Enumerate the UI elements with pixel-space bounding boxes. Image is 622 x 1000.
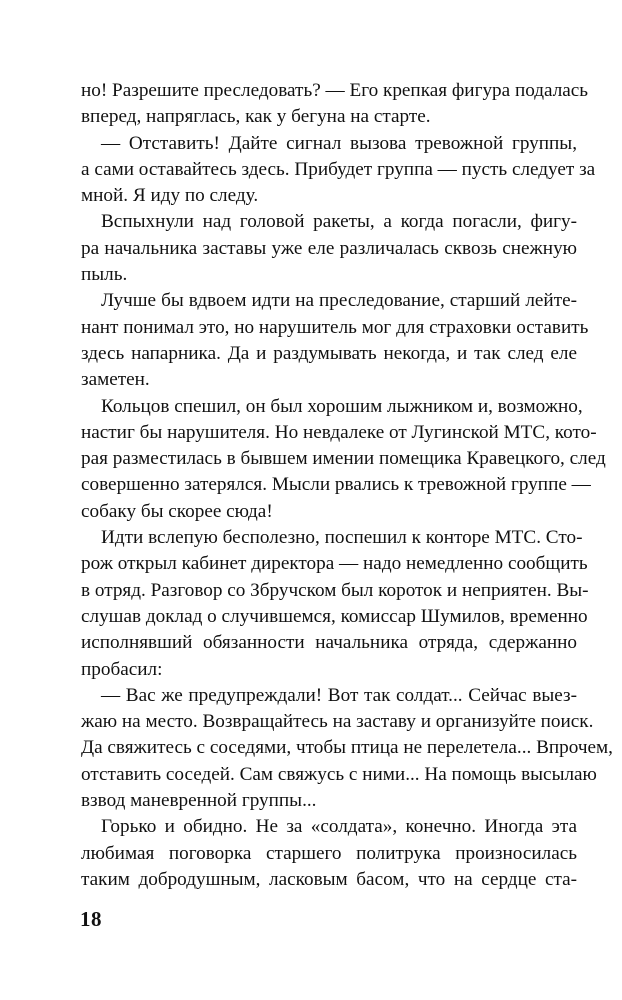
text-line: — Отставить! Дайте сигнал вызова тревожной группы, — [101, 132, 577, 154]
text-line: Вспыхнули над головой ракеты, а когда погасли, фигу- — [101, 211, 577, 233]
text-line: но! Разрешите преследовать? — Его крепкая фигура подалась — [81, 80, 589, 101]
text-line: заметен. — [81, 369, 150, 391]
text-line: жаю на место. Возвращайтесь на заставу и организуйте поиск. — [81, 711, 594, 733]
text-line: Да свяжитесь с соседями, чтобы птица не перелетела... Впрочем, — [81, 737, 613, 759]
text-line: рож открыл кабинет директора — надо немедленно сообщить — [81, 553, 588, 575]
text-line: настиг бы нарушителя. Но невдалеке от Лугинской МТС, кото- — [81, 421, 597, 443]
text-line: мной. Я иду по следу. — [81, 185, 259, 207]
text-line: собаку бы скорее сюда! — [81, 500, 273, 522]
text-line: Лучше бы вдвоем идти на преследование, старший лейте- — [101, 290, 577, 312]
text-line: Горько и обидно. Не за «солдата», конечно. Иногда эта — [101, 816, 577, 838]
text-line: нант понимал это, но нарушитель мог для страховки оставить — [81, 316, 589, 338]
text-line: вперед, напряглась, как у бегуна на старте. — [81, 106, 431, 128]
text-line: здесь напарника. Да и раздумывать некогда, и так след еле — [81, 342, 577, 364]
text-line: совершенно затерялся. Мысли рвались к тревожной группе — — [81, 474, 591, 496]
text-line: а сами оставайтесь здесь. Прибудет группа — пусть следует за — [81, 158, 596, 180]
text-line: таким добродушным, ласковым басом, что на сердце ста- — [81, 868, 577, 890]
body-text — [81, 78, 613, 893]
text-line: взвод маневренной группы... — [81, 790, 317, 812]
page-number: 18 — [80, 907, 102, 931]
text-line: Кольцов спешил, он был хорошим лыжником и, возможно, — [101, 395, 583, 417]
text-line: — Вас же предупреждали! Вот так солдат... Сейчас выез- — [101, 684, 577, 706]
text-line: пробасил: — [81, 658, 163, 680]
text-line: исполнявший обязанности начальника отряда, сдержанно — [81, 632, 577, 654]
text-line: ра начальника заставы уже еле различалась сквозь снежную — [81, 237, 577, 259]
text-line: слушав доклад о случившемся, комиссар Шумилов, временно — [81, 605, 588, 627]
text-line: отставить соседей. Сам свяжусь с ними... На помощь высылаю — [81, 763, 597, 785]
text-line: любимая поговорка старшего политрука произносилась — [81, 842, 577, 864]
text-line: в отряд. Разговор со Збручском был короток и неприятен. Вы- — [81, 579, 589, 601]
text-line: Идти вслепую бесполезно, поспешил к конторе МТС. Сто- — [101, 527, 583, 549]
text-line: пыль. — [81, 264, 128, 286]
text-line: рая разместилась в бывшем имении помещика Кравецкого, след — [81, 448, 606, 470]
